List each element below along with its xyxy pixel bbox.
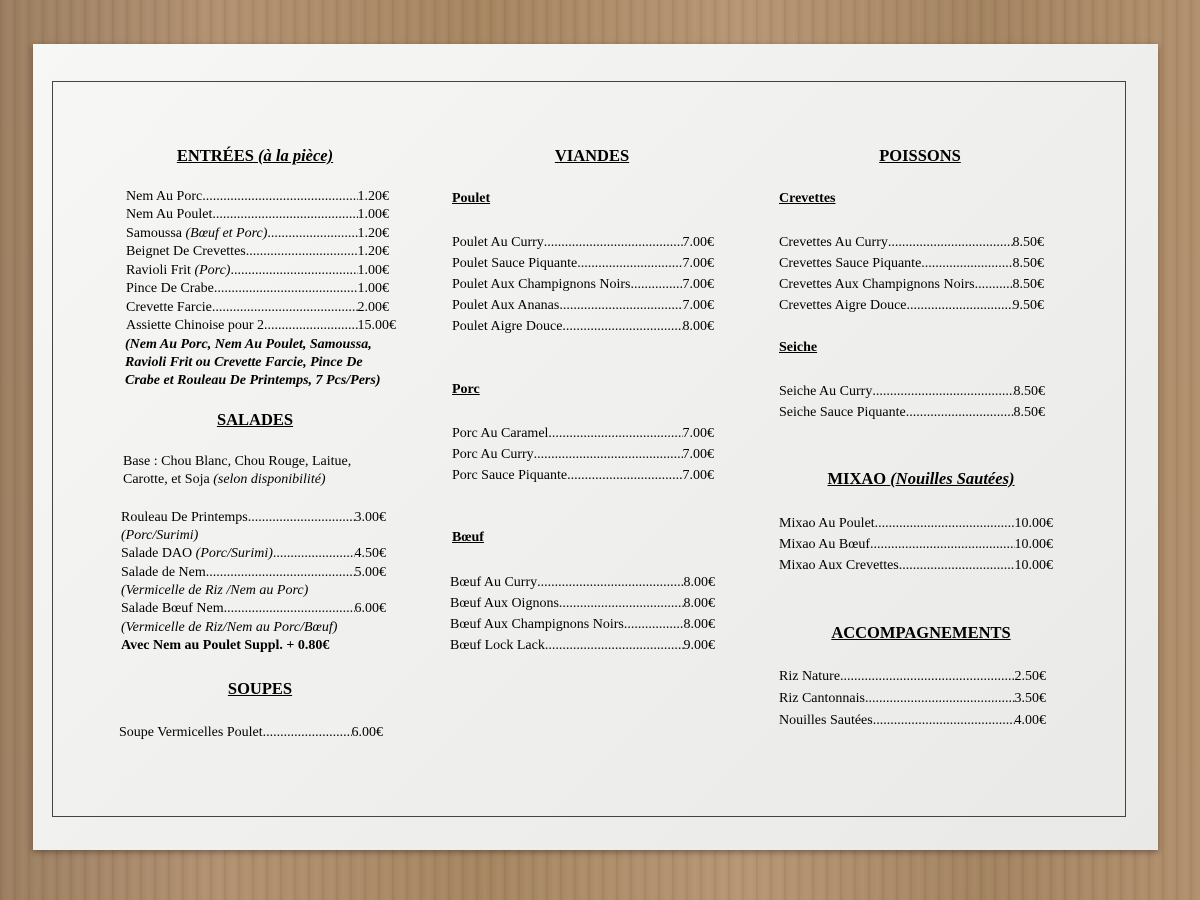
menu-item: Soupe Vermicelles Poulet ..... 6.00€ (119, 724, 383, 742)
menu-item: Nouilles Sautées ..... 4.00€ (779, 712, 1046, 730)
porc-subheading: Porc (452, 382, 480, 397)
menu-item: Poulet Sauce Piquante ..... 7.00€ (452, 255, 714, 273)
menu-item: Rouleau De Printemps ..... 3.00€ (121, 509, 386, 527)
menu-item: Bœuf Lock Lack ..... 9.00€ (450, 637, 715, 655)
menu-item: Assiette Chinoise pour 2 ..... 15.00€ (126, 317, 396, 335)
salade-base: Base : Chou Blanc, Chou Rouge, Laitue, Carotte, et Soja (selon disponibilité) (123, 454, 352, 487)
menu-item: Porc Au Caramel ..... 7.00€ (452, 425, 714, 443)
menu-item: Riz Cantonnais ..... 3.50€ (779, 690, 1046, 708)
menu-item: Poulet Aigre Douce ..... 8.00€ (452, 318, 714, 336)
menu-item: Riz Nature ..... 2.50€ (779, 668, 1046, 686)
menu-item: Porc Au Curry ..... 7.00€ (452, 446, 714, 464)
item-subnote: (Vermicelle de Riz /Nem au Porc) (121, 583, 309, 598)
salades-heading: SALADES (216, 410, 294, 429)
menu-item: Pince De Crabe ..... 1.00€ (126, 280, 389, 298)
boeuf-subheading: Bœuf (452, 530, 484, 545)
poulet-subheading: Poulet (452, 191, 491, 206)
menu-item: Mixao Aux Crevettes ..... 10.00€ (779, 557, 1053, 575)
crevettes-subheading: Crevettes (779, 191, 836, 206)
viandes-heading: VIANDES (554, 146, 630, 165)
seiche-subheading: Seiche (779, 340, 818, 355)
menu-item: Nem Au Poulet ..... 1.00€ (126, 206, 389, 224)
menu-item: Crevettes Aux Champignons Noirs ..... 8.50€ (779, 276, 1044, 294)
menu-item: Poulet Au Curry ..... 7.00€ (452, 234, 714, 252)
item-subnote: (Porc/Surimi) (121, 528, 199, 543)
assiette-description: (Nem Au Porc, Nem Au Poulet, Samoussa, Ravioli Frit ou Crevette Farcie, Pince De Crabe et Rouleau De Printemps, 7 Pcs/Pers) (125, 337, 381, 388)
supplement-note: Avec Nem au Poulet Suppl. + 0.80€ (121, 638, 330, 653)
poissons-heading: POISSONS (879, 146, 961, 165)
menu-item: Bœuf Aux Oignons ..... 8.00€ (450, 595, 715, 613)
menu-item: Poulet Aux Champignons Noirs ..... 7.00€ (452, 276, 714, 294)
menu-item: Nem Au Porc ..... 1.20€ (126, 188, 389, 206)
menu-item: Samoussa (Bœuf et Porc) ..... 1.20€ (126, 225, 389, 243)
menu-item: Bœuf Aux Champignons Noirs ..... 8.00€ (450, 616, 715, 634)
menu-item: Mixao Au Poulet ..... 10.00€ (779, 515, 1053, 533)
menu-item: Crevette Farcie ..... 2.00€ (126, 299, 389, 317)
menu-item: Beignet De Crevettes ..... 1.20€ (126, 243, 389, 261)
menu-item: Ravioli Frit (Porc) ..... 1.00€ (126, 262, 389, 280)
accompagnements-heading: ACCOMPAGNEMENTS (831, 623, 1011, 642)
mixao-heading: MIXAO (Nouilles Sautées) (827, 469, 1015, 488)
menu-item: Salade de Nem ..... 5.00€ (121, 564, 386, 582)
menu-item: Bœuf Au Curry ..... 8.00€ (450, 574, 715, 592)
entrees-heading: ENTRÉES (à la pièce) (176, 146, 334, 165)
menu-item: Mixao Au Bœuf ..... 10.00€ (779, 536, 1053, 554)
menu-item: Seiche Au Curry ..... 8.50€ (779, 383, 1045, 401)
item-subnote: (Vermicelle de Riz/Nem au Porc/Bœuf) (121, 620, 338, 635)
menu-item: Salade DAO (Porc/Surimi) ..... 4.50€ (121, 545, 386, 563)
menu-item: Seiche Sauce Piquante ..... 8.50€ (779, 404, 1045, 422)
menu-item: Crevettes Au Curry ..... 8.50€ (779, 234, 1044, 252)
soupes-heading: SOUPES (227, 679, 293, 698)
menu-item: Crevettes Aigre Douce ..... 9.50€ (779, 297, 1044, 315)
menu-item: Crevettes Sauce Piquante ..... 8.50€ (779, 255, 1044, 273)
menu-item: Porc Sauce Piquante ..... 7.00€ (452, 467, 714, 485)
menu-item: Poulet Aux Ananas ..... 7.00€ (452, 297, 714, 315)
menu-item: Salade Bœuf Nem ..... 6.00€ (121, 600, 386, 618)
